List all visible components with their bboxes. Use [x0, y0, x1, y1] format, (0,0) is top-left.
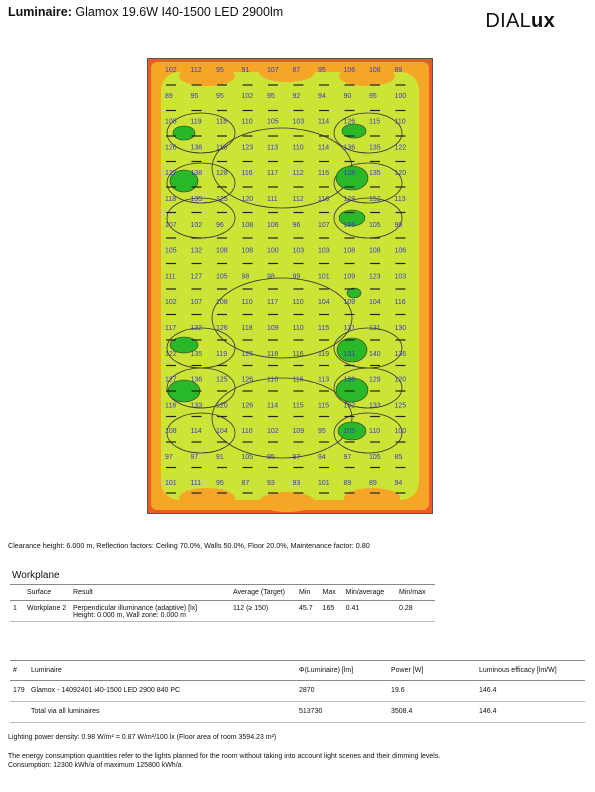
illuminance-value: 106: [394, 247, 407, 255]
illuminance-value: 97: [165, 454, 173, 461]
workplane-result-line1: Perpendicular illuminance (adaptive) [lx]: [73, 605, 198, 612]
illuminance-value: 126: [343, 118, 356, 126]
illuminance-plot: [147, 58, 433, 514]
illuminance-value: 118: [165, 196, 177, 203]
illuminance-value: 95: [216, 92, 224, 100]
lum-num: 179: [10, 681, 28, 702]
illuminance-value: 112: [292, 196, 304, 203]
illuminance-value: 105: [267, 118, 279, 126]
illuminance-value: 122: [165, 350, 177, 358]
illuminance-value: 110: [292, 325, 304, 332]
illuminance-value: 115: [369, 118, 381, 126]
illuminance-value: 116: [318, 170, 330, 178]
illuminance-value: 105: [216, 273, 228, 281]
illuminance-value: 105: [369, 221, 381, 229]
illuminance-value: 104: [318, 299, 330, 307]
illuminance-value: 138: [190, 170, 203, 178]
lum-col-name: Luminaire: [28, 661, 296, 681]
illuminance-value: 93: [267, 479, 275, 487]
illuminance-value: 89: [165, 92, 173, 100]
edge-lobe: [344, 488, 400, 508]
illuminance-value: 108: [216, 247, 228, 255]
illuminance-value: 120: [394, 170, 407, 178]
lum-power: 19.6: [388, 681, 476, 702]
illuminance-value: 109: [343, 273, 356, 281]
illuminance-value: 135: [190, 196, 203, 203]
illuminance-value: 89: [394, 67, 403, 74]
logo-part1: DIAL: [485, 10, 532, 32]
illuminance-value: 136: [343, 376, 356, 384]
illuminance-value: 133: [190, 402, 203, 410]
workplane-surface: Workplane 2: [24, 601, 70, 622]
illuminance-value: 136: [190, 376, 203, 384]
illuminance-value: 136: [343, 144, 356, 152]
illuminance-value: 110: [292, 299, 304, 307]
workplane-row: [10, 601, 435, 622]
workplane-average: 112 (≥ 150): [230, 601, 296, 622]
total-power: 3508.4: [388, 702, 476, 723]
illuminance-value: 98: [241, 273, 250, 281]
illuminance-value: 117: [165, 325, 177, 332]
illuminance-value: 91: [216, 454, 224, 461]
illuminance-value: 140: [369, 350, 381, 358]
illuminance-value: 130: [394, 325, 407, 332]
illuminance-value: 110: [241, 428, 253, 436]
illuminance-value: 136: [394, 350, 407, 358]
illuminance-value: 126: [165, 144, 177, 152]
illuminance-value: 94: [394, 479, 403, 487]
lum-col-efficacy: Luminous efficacy [lm/W]: [476, 661, 585, 681]
illuminance-value: 99: [394, 221, 403, 229]
illuminance-value: 105: [165, 247, 177, 255]
illuminance-value: 103: [394, 273, 407, 281]
illuminance-value: 115: [292, 402, 304, 410]
illuminance-value: 108: [369, 247, 381, 255]
illuminance-value: 99: [292, 273, 301, 281]
illuminance-value: 103: [318, 247, 330, 255]
illuminance-value: 115: [318, 325, 330, 332]
illuminance-value: 94: [318, 454, 326, 461]
illuminance-value: 125: [216, 196, 228, 203]
luminaire-header-row: [10, 661, 585, 681]
lum-col-flux: Φ(Luminaire) [lm]: [296, 661, 388, 681]
illuminance-value: 116: [318, 196, 330, 203]
illuminance-value: 135: [369, 170, 381, 178]
illuminance-value: 125: [216, 376, 228, 384]
illuminance-value: 123: [241, 144, 254, 152]
power-density: Lighting power density: 0.98 W/m² = 0.87 W/m²/100 lx (Floor area of room 3594.23 m²): [8, 734, 277, 741]
illuminance-value: 104: [369, 299, 381, 307]
workplane-min-average: 0.41: [343, 601, 396, 622]
illuminance-value: 116: [216, 144, 228, 152]
illuminance-value: 115: [318, 402, 330, 410]
workplane-num: 1: [10, 601, 24, 622]
col-min: Min: [296, 585, 320, 601]
illuminance-value: 131: [343, 325, 356, 332]
illuminance-value: 123: [369, 273, 381, 281]
illuminance-value: 107: [267, 67, 279, 74]
illuminance-value: 111: [190, 479, 202, 487]
luminaire-title: Glamox 19.6W I40-1500 LED 2900lm: [75, 5, 284, 19]
illuminance-value: 114: [318, 118, 330, 126]
illuminance-value: 108: [216, 299, 228, 307]
illuminance-value: 120: [216, 402, 228, 410]
illuminance-value: 119: [318, 350, 330, 358]
illuminance-value: 106: [267, 221, 279, 229]
col-average: Average (Target): [230, 585, 296, 601]
illuminance-value: 85: [394, 454, 403, 461]
illuminance-value: 108: [165, 428, 177, 436]
illuminance-value: 107: [190, 299, 203, 307]
illuminance-value: 117: [267, 299, 279, 307]
illuminance-value: 122: [394, 144, 407, 152]
illuminance-value: 113: [318, 376, 330, 384]
luminaire-table: [10, 660, 585, 723]
lum-efficacy: 146.4: [476, 681, 585, 702]
workplane-table: [10, 584, 435, 622]
illuminance-value: 110: [292, 144, 304, 152]
illuminance-value: 95: [190, 92, 199, 100]
illuminance-value: 116: [292, 350, 304, 358]
illuminance-value: 127: [165, 170, 177, 178]
illuminance-value: 103: [292, 118, 305, 126]
illuminance-value: 108: [369, 67, 381, 74]
illuminance-value: 92: [292, 92, 301, 100]
illuminance-value: 102: [165, 67, 177, 74]
illuminance-value: 131: [343, 350, 356, 358]
illuminance-value: 110: [394, 118, 406, 126]
illuminance-value: 95: [216, 479, 224, 487]
illuminance-value: 118: [241, 325, 253, 332]
illuminance-value: 97: [343, 454, 352, 461]
illuminance-value: 126: [241, 402, 254, 410]
lum-col-power: Power [W]: [388, 661, 476, 681]
illuminance-value: 133: [369, 402, 381, 410]
illuminance-value: 103: [292, 247, 305, 255]
room-parameters: Clearance height: 6.000 m, Reflection factors: Ceiling 70.0%, Walls 50.0%, Floor 20.0%, Maintenance factor: 0.80: [8, 541, 370, 550]
illuminance-value: 116: [292, 376, 304, 384]
illuminance-value: 109: [267, 325, 279, 332]
lum-name: Glamox - 14092401 i40-1500 LED 2900 840 PC: [28, 681, 296, 702]
illuminance-value: 120: [394, 376, 407, 384]
dialux-logo: [485, 10, 555, 33]
illuminance-value: 100: [394, 428, 407, 436]
illuminance-value: 126: [216, 325, 228, 332]
illuminance-value: 114: [190, 428, 202, 436]
illuminance-value: 95: [369, 92, 377, 100]
edge-lobe: [179, 488, 235, 508]
illuminance-value: 110: [241, 299, 253, 307]
illuminance-value: 119: [216, 350, 228, 358]
illuminance-value: 101: [318, 273, 330, 281]
illuminance-value: 152: [369, 196, 381, 203]
energy-note: The energy consumption quantities refer to the lights planned for the room without taking into account light scenes and their dimming levels.: [8, 753, 441, 760]
illuminance-value: 114: [318, 144, 330, 152]
workplane-result-line2: Height: 0.000 m, Wall zone: 0.000 m: [73, 612, 186, 619]
illuminance-value: 90: [343, 92, 352, 100]
illuminance-value: 113: [267, 144, 279, 152]
illuminance-value: 97: [190, 454, 199, 461]
col-surface: Surface: [24, 585, 70, 601]
illuminance-value: 116: [267, 376, 279, 384]
col-result: Result: [70, 585, 230, 601]
logo-part2: ux: [531, 10, 555, 32]
illuminance-value: 95: [318, 67, 326, 74]
illuminance-value: 89: [343, 479, 352, 487]
illuminance-value: 105: [343, 428, 356, 436]
illuminance-value: 91: [241, 67, 250, 74]
illuminance-value: 110: [369, 428, 381, 436]
illuminance-value: 102: [267, 428, 279, 436]
illuminance-value: 132: [190, 247, 203, 255]
total-name: Total via all luminaires: [28, 702, 296, 723]
illuminance-value: 110: [241, 118, 253, 126]
edge-lobe: [179, 66, 235, 86]
illuminance-value: 116: [394, 299, 406, 307]
illuminance-value: 95: [267, 454, 275, 461]
illuminance-value: 105: [369, 454, 381, 461]
illuminance-value: 95: [216, 67, 224, 74]
workplane-header-row: [10, 585, 435, 601]
illuminance-plot-svg: [147, 58, 433, 514]
illuminance-value: 132: [190, 325, 203, 332]
illuminance-value: 105: [241, 454, 254, 461]
illuminance-value: 111: [165, 273, 176, 281]
luminaire-row: [10, 681, 585, 702]
illuminance-value: 135: [369, 144, 381, 152]
illuminance-value: 98: [267, 273, 275, 281]
illuminance-value: 106: [343, 221, 356, 229]
illuminance-value: 100: [267, 247, 279, 255]
illuminance-value: 102: [165, 299, 177, 307]
illuminance-value: 119: [190, 118, 202, 126]
total-flux: 513730: [296, 702, 388, 723]
illuminance-value: 114: [267, 402, 279, 410]
col-num: [10, 585, 24, 601]
illuminance-value: 111: [267, 196, 278, 203]
illuminance-value: 107: [165, 221, 177, 229]
illuminance-value: 116: [241, 170, 253, 178]
illuminance-value: 113: [394, 196, 406, 203]
luminaire-total-row: [10, 702, 585, 723]
illuminance-value: 125: [394, 402, 407, 410]
illuminance-value: 100: [394, 92, 407, 100]
illuminance-value: 120: [241, 196, 254, 203]
illuminance-value: 118: [165, 402, 177, 410]
illuminance-value: 96: [292, 221, 301, 229]
illuminance-value: 95: [318, 428, 326, 436]
illuminance-value: 104: [216, 428, 228, 436]
illuminance-value: 129: [369, 376, 381, 384]
illuminance-value: 102: [241, 92, 254, 100]
illuminance-value: 109: [292, 428, 305, 436]
luminaire-label: Luminaire:: [8, 5, 72, 19]
consumption: Consumption: 12300 kWh/a of maximum 125800 kWh/a: [8, 762, 182, 769]
illuminance-value: 97: [292, 454, 301, 461]
illuminance-value: 102: [190, 221, 203, 229]
illuminance-value: 101: [318, 479, 330, 487]
illuminance-value: 126: [241, 350, 254, 358]
illuminance-value: 112: [190, 67, 202, 74]
workplane-min: 45.7: [296, 601, 320, 622]
illuminance-peak: [173, 126, 195, 140]
workplane-title: Workplane: [12, 570, 60, 581]
illuminance-value: 108: [165, 118, 177, 126]
illuminance-value: 87: [292, 67, 301, 74]
illuminance-value: 117: [267, 170, 279, 178]
illuminance-value: 127: [190, 273, 203, 281]
illuminance-value: 94: [318, 92, 326, 100]
workplane-max: 165: [320, 601, 343, 622]
illuminance-value: 127: [165, 376, 177, 384]
illuminance-value: 87: [241, 479, 250, 487]
workplane-min-max: 0.28: [396, 601, 435, 622]
luminaire-header: [8, 5, 283, 19]
illuminance-value: 95: [267, 92, 275, 100]
illuminance-value: 128: [343, 170, 356, 178]
illuminance-value: 135: [190, 350, 203, 358]
edge-lobe: [259, 492, 315, 512]
illuminance-value: 89: [369, 479, 377, 487]
illuminance-value: 126: [241, 376, 254, 384]
illuminance-value: 128: [216, 170, 228, 178]
illuminance-value: 138: [190, 144, 203, 152]
illuminance-value: 131: [369, 325, 381, 332]
illuminance-value: 118: [216, 118, 228, 126]
total-efficacy: 146.4: [476, 702, 585, 723]
illuminance-value: 108: [343, 247, 356, 255]
illuminance-value: 108: [241, 221, 254, 229]
illuminance-value: 118: [267, 350, 279, 358]
col-max: Max: [320, 585, 343, 601]
illuminance-value: 93: [292, 479, 301, 487]
illuminance-value: 107: [318, 221, 330, 229]
col-min-max: Min/max: [396, 585, 435, 601]
illuminance-value: 132: [343, 402, 356, 410]
lum-flux: 2870: [296, 681, 388, 702]
illuminance-value: 112: [292, 170, 304, 178]
illuminance-value: 128: [343, 196, 356, 203]
illuminance-value: 101: [165, 479, 177, 487]
illuminance-value: 106: [343, 67, 356, 74]
workplane-result: [70, 601, 230, 622]
illuminance-value: 108: [241, 247, 254, 255]
col-min-average: Min/average: [343, 585, 396, 601]
illuminance-value: 109: [343, 299, 356, 307]
total-num: [10, 702, 28, 723]
lum-col-num: #: [10, 661, 28, 681]
illuminance-value: 96: [216, 221, 224, 229]
